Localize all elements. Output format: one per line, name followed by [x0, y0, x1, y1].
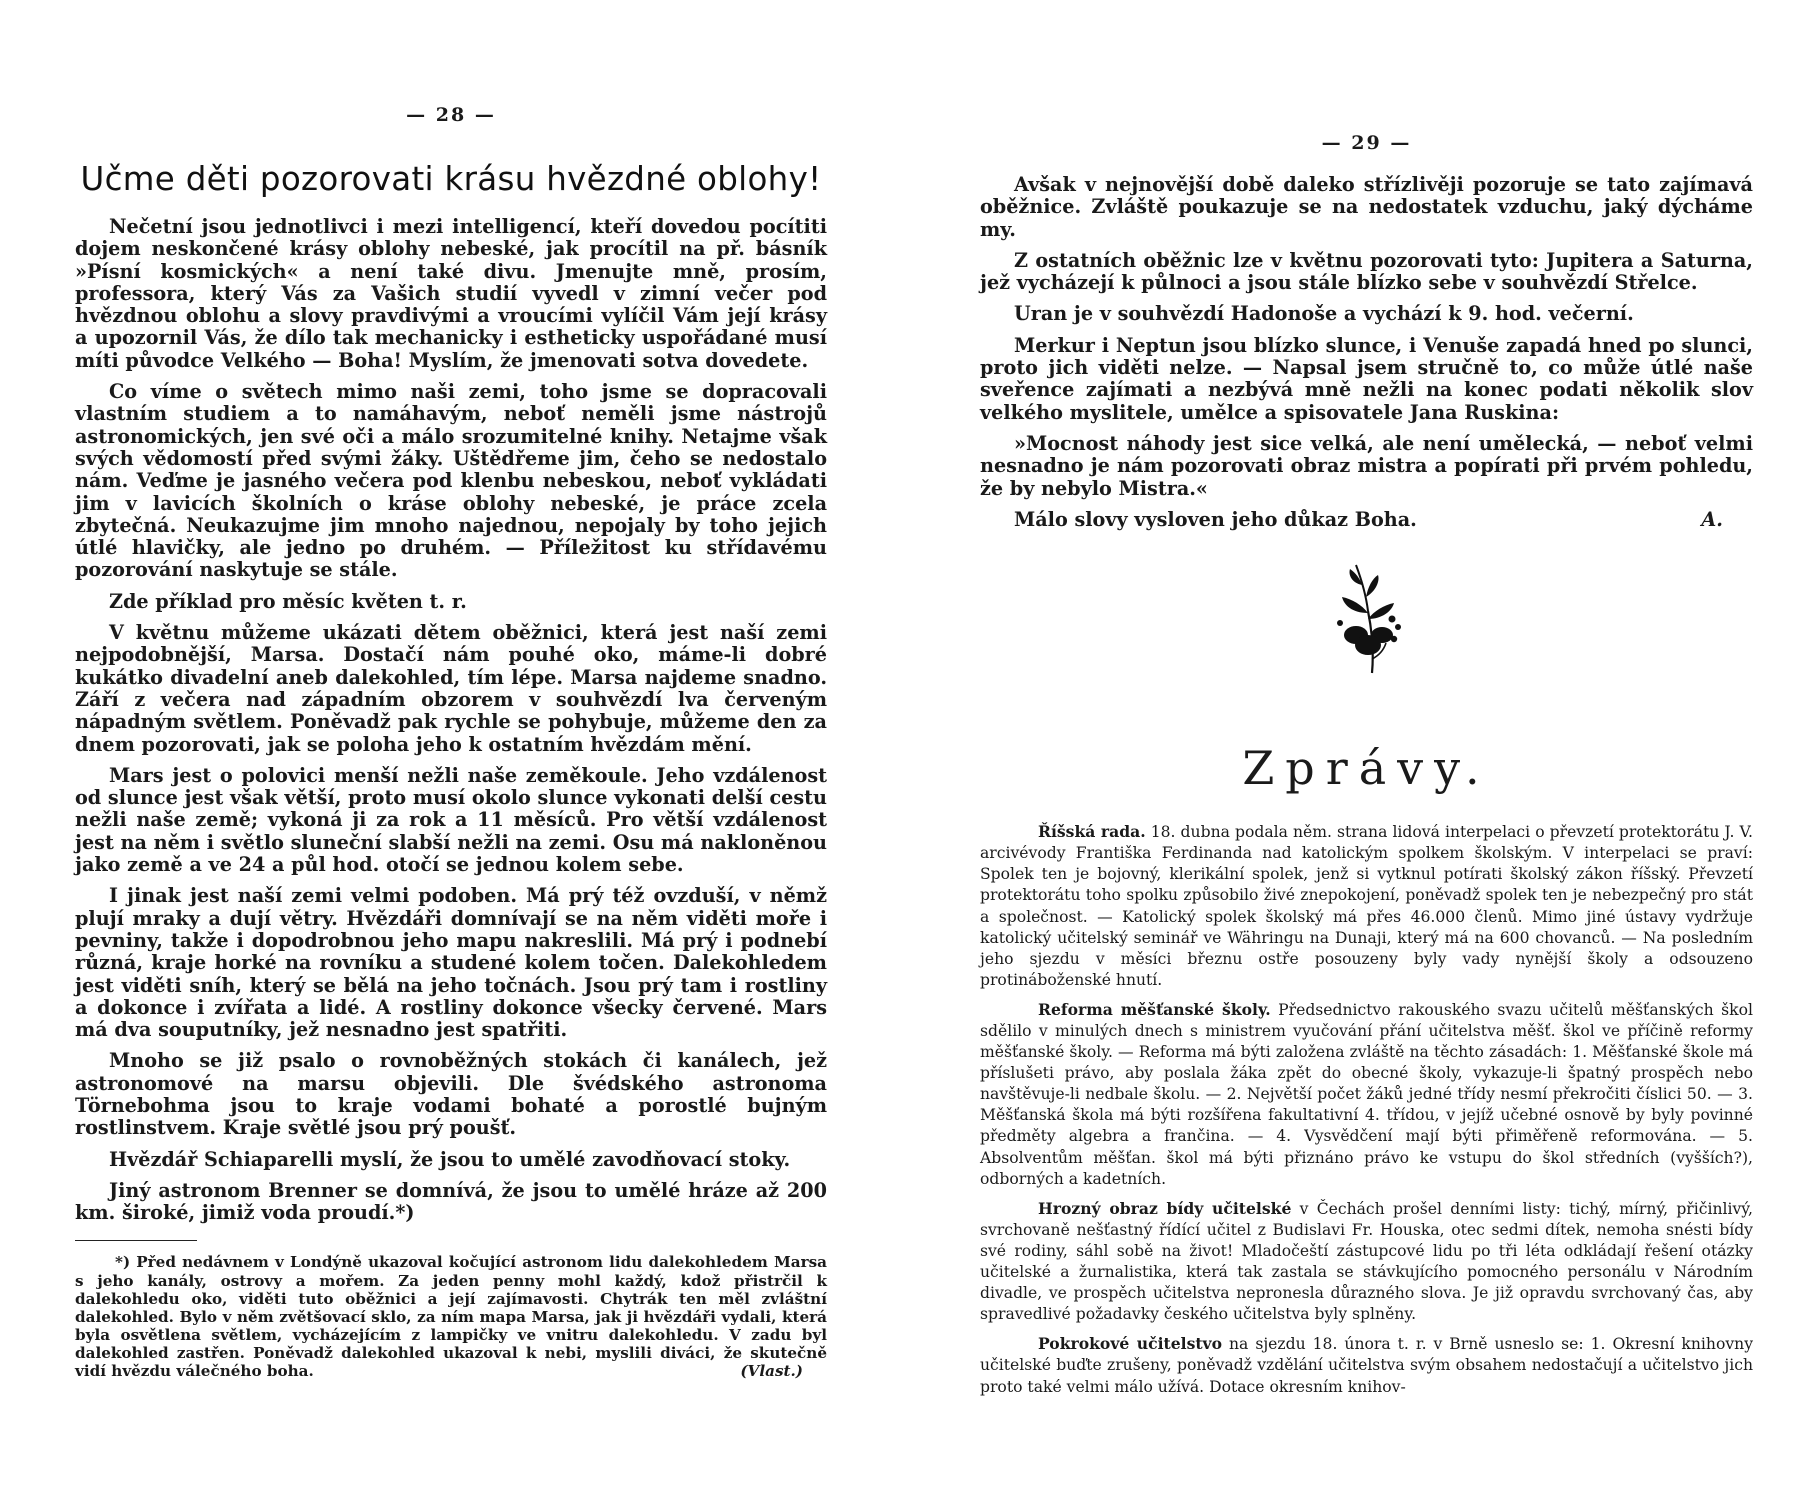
paragraph: Z ostatních oběžnic lze v květnu pozorovati tyto: Jupitera a Saturna, jež vycházejí k půlnoci a jsou stále blízko sebe v souhvězdí Střelce. — [980, 248, 1753, 295]
footnote — [75, 1253, 827, 1380]
article-continuation — [980, 174, 1753, 531]
news-item — [980, 1198, 1753, 1326]
paragraph: I jinak jest naší zemi velmi podoben. Má prý též ovzduší, v němž plují mraky a dují větry. Hvězdáři domnívají se na něm viděti moře i pevniny, takže i dopodrobnou jeho mapu nakreslili. Má prý i podnebí různá, kraje horké na rovníku a studené kolem točen. Dalekohledem jest viděti sníh, který se bělá na jeho točnách. Jsou prý tam i rostliny a dokonce i zvířata a lidé. A rostliny dokonce všecky červené. Mars má dva souputníky, jež nesnadno jest spatřiti. — [75, 884, 827, 1042]
news-section — [980, 821, 1753, 1397]
paragraph: Mars jest o polovici menší nežli naše zeměkoule. Jeho vzdálenost od slunce jest však větší, proto musí okolo slunce vykonati delší cestu nežli naše země; vykoná ji za rok a 11 měsíců. Pro větší vzdálenost jest na něm i světlo sluneční slabší nežli na zemi. Osu má nakloněnou jako země a ve 24 a půl hod. otočí se jednou kolem sebe. — [75, 763, 827, 877]
paragraph: Jiný astronom Brenner se domnívá, že jsou to umělé hráze až 200 km. široké, jimiž voda proudí.*) — [75, 1178, 827, 1225]
news-item-lead: Pokrokové učitelstvo — [1038, 1334, 1223, 1354]
news-item-lead: Říšská rada. — [1038, 822, 1146, 842]
page-number-right: — 29 — — [1321, 132, 1412, 154]
closing-line — [980, 509, 1753, 531]
news-item — [980, 999, 1753, 1190]
news-item-lead: Hrozný obraz bídy učitelské — [1038, 1198, 1292, 1218]
news-item — [980, 821, 1753, 991]
floral-ornament-icon — [1322, 561, 1412, 681]
news-item-text: na sjezdu 18. února t. r. v Brně usneslo se: 1. Okresní knihovny učitelské buďte zrušeny, poněvadž vzdělání učitelstva svým obsahem nedostačují a učitelstvo jich proto také velmi málo užívá. Dotace okresním knihov- — [980, 1335, 1753, 1396]
paragraph: Avšak v nejnovější době daleko střízlivěji pozoruje se tato zajímavá oběžnice. Zvláště poukazuje se na nedostatek vzduchu, jaký dýcháme my. — [980, 173, 1753, 241]
author-signature: A. — [1701, 507, 1723, 531]
page-number-left: — 28 — — [406, 104, 496, 126]
news-item-text: v Čechách prošel denními listy: tichý, mírný, přičinlivý, svrchovaně nešťastný řídící učitel z Budislavi Fr. Houska, otec sedmi dítek, nemoha snésti bídy své rodiny, sáhl sobě na život! Mladočeští zástupcové lidu po tři léta odkládají řešení otázky učitelské a žurnalistika, která tak zastala se stávkujícího pomocného personálu v Národním divadle, ve prospěch učitelstva nepronesla důrazného slova. Je již opravdu svrchovaný čas, aby spravedlivé požadavky českého učitelstva byly splněny. — [980, 1199, 1753, 1324]
right-page — [980, 0, 1753, 1406]
closing-text: Málo slovy vysloven jeho důkaz Boha. — [1014, 507, 1417, 531]
paragraph: »Mocnost náhody jest sice velká, ale není umělecká, — neboť velmi nesnadno je nám pozorovati obraz mistra a popírati při prvém pohledu, že by nebylo Mistra.« — [980, 431, 1753, 500]
paragraph: Nečetní jsou jednotlivci i mezi intelligencí, kteří dovedou pocítiti dojem neskončené krásy oblohy nebeské, jak procítil na př. básník »Písní kosmických« a není také divu. Jmenujte mně, prosím, professora, který Vás za Vašich studií vyvedl v zimní večer pod hvězdnou oblohu a slovy pravdivými a vroucími vylíčil Vám její krásy a upozornil Vás, že dílo tak mechanicky i estheticky uspořádané musí míti původce Velkého — Boha! Myslím, že jmenovati sotva dovedete. — [75, 215, 827, 372]
article-title: Učme děti pozorovati krásu hvězdné oblohy! — [80, 160, 822, 198]
news-item-lead: Reforma měšťanské školy. — [1038, 999, 1271, 1019]
paragraph: Uran je v souhvězdí Hadonoše a vychází k 9. hod. večerní. — [1014, 302, 1634, 326]
paragraph: Mnoho se již psalo o rovnoběžných stokách či kanálech, jež astronomové na marsu objevili. Dle švédského astronoma Törnebohma jsou to kraje vodami bohaté a porostlé bujným rostlinstvem. Kraje světlé jsou prý poušť. — [75, 1049, 827, 1140]
paragraph: Zde příklad pro měsíc květen t. r. — [109, 589, 467, 613]
paragraph: Hvězdář Schiaparelli myslí, že jsou to umělé zavodňovací stoky. — [109, 1147, 791, 1171]
paragraph: V květnu můžeme ukázati dětem oběžnici, která jest naší zemi nejpodobnější, Marsa. Dostačí nám pouhé oko, máme-li dobré kukátko divadelní aneb dalekohled, tím lépe. Marsa najdeme snadno. Září z večera nad západním obzorem v souhvězdí lva červeným nápadným světlem. Poněvadž pak rychle se pohybuje, můžeme den za dnem pozorovati, jak se poloha jeho k ostatním hvězdám mění. — [75, 621, 827, 756]
section-heading-news: Zprávy. — [1242, 741, 1491, 796]
paragraph: Co víme o světech mimo naši zemi, toho jsme se dopracovali vlastním studiem a to namáhavým, neboť neměli jsme nástrojů astronomických, jen své oči a málo srozumitelné knihy. Netajme však svých vědomostí před svými žáky. Uštědřeme jim, čeho se nedostalo nám. Veďme je jasného večera pod klenbu nebeskou, neboť vykládati jim v lavicích školních o kráse oblohy nebeské, je práce zcela zbytečná. Neukazujme jim mnoho najednou, nepojaly by toho jejich útlé hlavičky, ale jedno po druhém. — Příležitost ku střídavému pozorování naskytuje se stále. — [75, 380, 827, 582]
paragraph: Merkur i Neptun jsou blízko slunce, i Venuše zapadá hned po slunci, proto jich viděti nelze. — Napsal jsem stručně to, co může útlé naše sveřence zajímati a nezbývá mně nežli na konec podati několik slov velkého myslitele, umělce a spisovatele Jana Ruskina: — [980, 333, 1753, 424]
left-page — [75, 0, 827, 1380]
news-item-text: Předsednictvo rakouského svazu učitelů měšťanských škol sdělilo v minulých dnech s ministrem vyučování přání učitelstva měšť. škol ve příčině reformy měšťanské školy. — Reforma má býti založena zvláště na těchto zásadách: 1. Měšťanské škole má příslušeti právo, aby poslala žáka zpět do obecné školy, vykazuje-li špatný prospěch nebo navštěvuje-li nedbale školu. — 2. Největší počet žáků jedné třídy nesmí překročiti číslici 50. — 3. Měšťanská škola má býti rozšířena fakultativní 4. třídou, v jejíž učebné osnově by byly povinné předměty algebra a frančina. — 4. Vysvědčení mají býti přiměřeně reformována. — 5. Absolventům měšťan. škol má býti přiznáno právo ke vstupu do škol středních (vyšších?), odborných a kadetních. — [980, 1000, 1754, 1188]
footnote-divider — [75, 1240, 197, 1241]
news-item-text: 18. dubna podala něm. strana lidová interpelaci o převzetí protektorátu J. V. arcivévody Františka Ferdinanda nad katolickým spolkem školským. V interpelaci se praví: Spolek ten je bojovný, klerikální spolek, jenž si vytknul potírati školský zákon říšský. Převzetí protektorátu toho spolku způsobilo živé znepokojení, poněvadž spolek ten je nebezpečný pro stát a společnost. — Katolický spolek školský má přes 46.000 členů. Mimo jiné ústavy vydržuje katolický učitelský seminář ve Währingu na Dunaji, který má na 600 chovanců. — Na posledním jeho sjezdu v měsíci březnu ostře posouzeny byly vady nynější školy a odsouzeno protináboženské hnutí. — [980, 823, 1753, 989]
footnote-source: (Vlast.) — [740, 1362, 803, 1381]
article-body — [75, 216, 827, 1224]
footnote-text: *) Před nedávnem v Londýně ukazoval kočující astronom lidu dalekohledem Marsa s jeho kanály, ostrovy a mořem. Za jeden penny mohl každý, kdož přistrčil k dalekohledu oko, viděti tuto oběžnici a její zajímavosti. Chytrák ten měl zvláštní dalekohled. Bylo v něm zvětšovací sklo, za ním mapa Marsa, jak ji hvězdáři vydali, která byla osvětlena světlem, vycházejícím z lampičky ve vnitru dalekohledu. V zadu byl dalekohled zastřen. Poněvadž dalekohled ukazoval k nebi, myslili diváci, že skutečně vidí hvězdu válečného boha. — [75, 1253, 827, 1381]
news-item — [980, 1333, 1753, 1397]
